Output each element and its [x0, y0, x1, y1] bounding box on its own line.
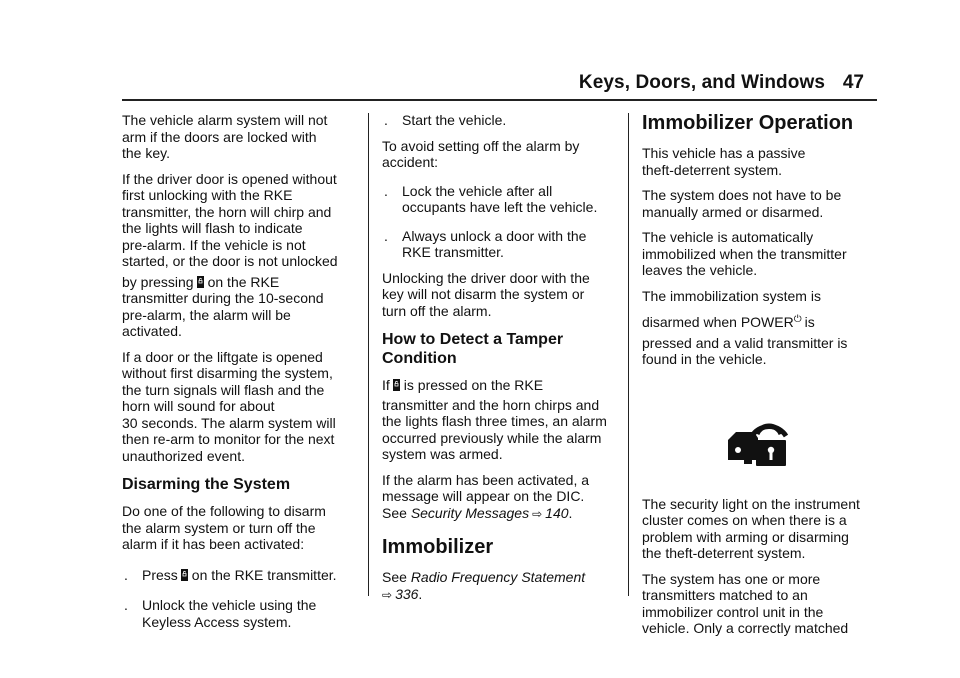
bullet-lock-vehicle: . Lock the vehicle after all occupants have left the vehicle. — [384, 182, 598, 215]
security-light-icon — [726, 414, 788, 470]
heading-immobilizer: Immobilizer — [382, 536, 494, 558]
header-rule — [122, 99, 877, 101]
column-divider-left — [368, 113, 369, 596]
paragraph-no-arming: The system does not have to be manually armed or disarmed. — [642, 187, 842, 220]
paragraph-transmitters: The system has one or more transmitters matched to an immobilizer control unit in the vehicle. Only a correctly matched — [642, 570, 849, 636]
paragraph-disarmed-power: The immobilization system is disarmed when POWER⏻ is pressed and a valid transmitter is found in the vehicle. — [642, 287, 848, 367]
bullet-keyless-access: . Unlock the vehicle using the Keyless Access system. — [124, 597, 317, 630]
page-reference-arrow-icon: ⇨ — [382, 587, 393, 602]
power-icon: ⏻ — [793, 314, 802, 325]
page-reference-arrow-icon: ⇨ — [532, 506, 543, 521]
column-3 — [642, 112, 877, 646]
paragraph-alarm-not-arm: The vehicle alarm system will not arm if the doors are locked with the key. — [122, 112, 328, 161]
column-divider-right — [628, 113, 629, 596]
xref-security-messages[interactable]: Security Messages — [410, 504, 530, 521]
xref-radio-frequency[interactable]: Radio Frequency Statement — [410, 569, 586, 585]
rke-unlock-icon — [196, 276, 205, 288]
xref-page-336[interactable]: 336 — [395, 585, 419, 602]
page-number: 47 — [842, 72, 864, 93]
column-1 — [122, 112, 354, 639]
bullet-unlock-door: . Always unlock a door with the RKE transmitter. — [384, 227, 587, 260]
heading-immobilizer-operation: Immobilizer Operation — [642, 112, 854, 134]
header-title: Keys, Doors, and Windows — [578, 72, 825, 93]
paragraph-pre-alarm: If the driver door is opened without first unlocking with the RKE transmitter, the horn will chirp and the lights will flash to indicate pre-alarm. If the vehicle is not started, or the door is not unlocked by pressing on the RKE transmitter during the 10-second pre-alarm, the alarm will be activated. — [122, 170, 338, 339]
bullet-start-vehicle: . Start the vehicle. — [384, 112, 507, 128]
paragraph-security-light: The security light on the instrument cluster comes on when there is a problem with arming or disarming the theft-deterrent system. — [642, 495, 860, 561]
paragraph-disarm-intro: Do one of the following to disarm the alarm system or turn off the alarm if it has been activated: — [122, 503, 326, 552]
bullet-marker: . — [124, 566, 128, 583]
bullet-marker: . — [384, 227, 388, 244]
paragraph-dic-message: If the alarm has been activated, a message will appear on the DIC. See Security Messages ⇨ 140. — [382, 471, 590, 521]
heading-tamper: How to Detect a Tamper Condition — [382, 331, 564, 367]
rke-unlock-icon — [180, 569, 189, 581]
paragraph-tamper: If is pressed on the RKE transmitter and the horn chirps and the lights flash three times, an alarm occurred previously while the alarm system was armed. — [382, 377, 607, 462]
heading-disarming: Disarming the System — [122, 476, 291, 493]
paragraph-avoid-alarm: To avoid setting off the alarm by accident: — [382, 137, 580, 170]
paragraph-auto-immobilized: The vehicle is automatically immobilized when the transmitter leaves the vehicle. — [642, 229, 847, 278]
xref-page-140[interactable]: 140 — [545, 504, 569, 521]
column-2 — [382, 112, 618, 612]
paragraph-passive-system: This vehicle has a passive theft-deterrent system. — [642, 145, 806, 178]
paragraph-rf-statement: See Radio Frequency Statement ⇨ 336. — [382, 569, 586, 602]
bullet-marker: . — [124, 597, 128, 613]
bullet-marker: . — [384, 182, 388, 199]
paragraph-key-unlock: Unlocking the driver door with the key will not disarm the system or turn off the alarm. — [382, 269, 590, 319]
bullet-marker: . — [384, 112, 388, 128]
bullet-press-rke: . Press on the RKE transmitter. — [124, 566, 337, 583]
paragraph-alarm-activation: If a door or the liftgate is opened without first disarming the system, the turn signals will flash and the horn will sound for about 30 seconds. The alarm system will then re-arm to monitor for the next unauthorized event. — [122, 348, 336, 464]
rke-unlock-icon — [392, 379, 401, 391]
